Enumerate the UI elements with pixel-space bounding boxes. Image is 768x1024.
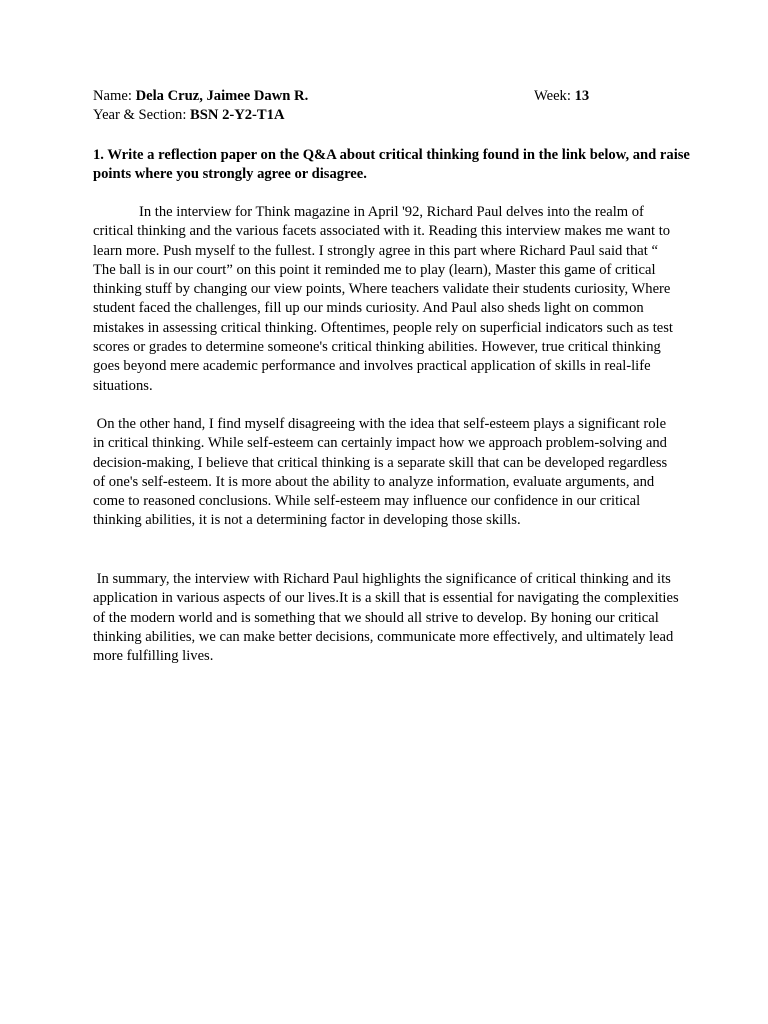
week-line xyxy=(534,87,589,106)
week-label: Week: xyxy=(534,88,575,104)
section-value: BSN 2-Y2-T1A xyxy=(190,107,285,123)
name-line xyxy=(93,87,308,106)
paragraph-disagree: On the other hand, I find myself disagreeing with the idea that self-esteem plays a significant role in critical thinking. While self-esteem can certainly impact how we approach problem-solving and decision-making, I believe that critical thinking is a separate skill that can be developed regardless of one's self-esteem. It is more about the ability to analyze information, evaluate arguments, and come to reasoned conclusions. While self-esteem may influence our confidence in our critical thinking abilities, it is not a determining factor in developing those skills. xyxy=(93,416,671,529)
name-label: Name: xyxy=(93,88,136,104)
paragraph-summary: In summary, the interview with Richard Paul highlights the significance of critical thinking and its application in various aspects of our lives.It is a skill that is essential for navigating the complexities of the modern world and is something that we should all strive to develop. By honing our critical thinking abilities, we can make better decisions, communicate more effectively, and ultimately lead more fulfilling lives. xyxy=(93,571,683,665)
section-line xyxy=(93,106,285,125)
section-label: Year & Section: xyxy=(93,107,191,123)
paragraph-agree: In the interview for Think magazine in April '92, Richard Paul delves into the realm of critical thinking and the various facets associated with it. Reading this interview makes me want to learn more. Push myself to the fullest. I strongly agree in this part where Richard Paul said that “ The ball is in our court” on this point it reminded me to play (learn), Master this game of critical thinking stuff by changing our view points, Where teachers validate their students curiosity, Where student faced the challenges, fill up our minds curiosity. And Paul also sheds light on common mistakes in assessing critical thinking. Oftentimes, people rely on superficial indicators such as test scores or grades to determine someone's critical thinking abilities. However, true critical thinking goes beyond mere academic performance and involves practical application of skills in real-life situations. xyxy=(93,204,673,394)
question-prompt: 1. Write a reflection paper on the Q&A about critical thinking found in the link below, and raise points where you strongly agree or disagree. xyxy=(93,147,690,183)
name-value: Dela Cruz, Jaimee Dawn R. xyxy=(135,88,309,104)
week-value: 13 xyxy=(574,88,590,104)
